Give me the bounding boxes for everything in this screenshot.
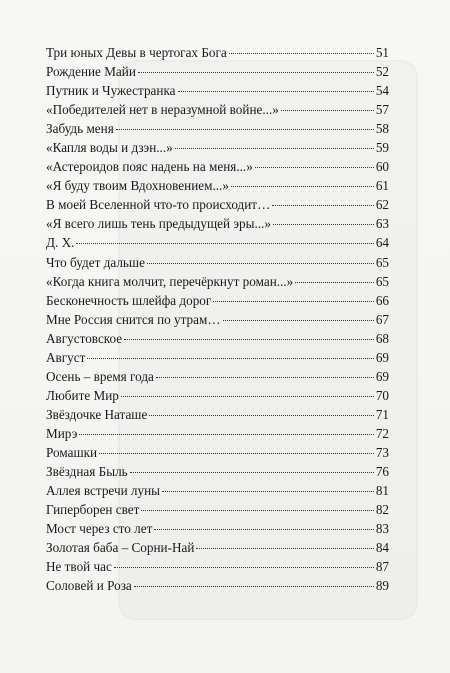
toc-entry [46,119,389,138]
toc-entry [46,348,389,367]
toc-dot-leader [162,491,374,492]
toc-entry-page-number: 58 [375,121,389,137]
toc-entry [46,481,389,500]
toc-entry [46,100,389,119]
toc-dot-leader [231,186,374,187]
toc-entry-page-number: 52 [375,64,389,80]
toc-entry [46,157,389,176]
toc-entry-title: Мне Россия снится по утрам… [46,311,221,327]
toc-entry-title: Рождение Майи [46,64,136,80]
toc-entry-page-number: 73 [375,444,389,460]
toc-entry-title: Звёздная Быль [46,464,128,480]
toc-entry [46,310,389,329]
toc-entry-title: «Я буду твоим Вдохновением...» [46,178,229,194]
toc-entry-page-number: 59 [375,140,389,156]
toc-dot-leader [141,510,373,511]
toc-entry-title: Путник и Чужестранка [46,83,176,99]
toc-entry [46,214,389,233]
toc-entry [46,386,389,405]
toc-entry [46,233,389,252]
toc-entry-page-number: 70 [375,387,389,403]
toc-entry-title: Забудь меня [46,121,114,137]
toc-entry-page-number: 82 [375,502,389,518]
toc-dot-leader [124,339,374,340]
toc-entry-page-number: 62 [375,197,389,213]
toc-dot-leader [76,243,373,244]
toc-entry-page-number: 67 [375,311,389,327]
toc-dot-leader [295,282,374,283]
toc-entry-title: Что будет дальше [46,254,145,270]
toc-dot-leader [87,358,373,359]
toc-entry [46,43,389,62]
toc-dot-leader [281,110,374,111]
toc-entry-page-number: 66 [375,292,389,308]
toc-entry-page-number: 83 [375,521,389,537]
toc-dot-leader [223,320,374,321]
toc-entry-title: «Когда книга молчит, перечёркнут роман...» [46,273,294,289]
toc-entry-title: Мирэ [46,425,78,441]
toc-entry-title: Звёздочке Наташе [46,406,148,422]
toc-entry [46,500,389,519]
toc-dot-leader [99,453,374,454]
toc-entry-title: Гиперборен свет [46,502,140,518]
toc-entry-title: Августовское [46,330,123,346]
toc-entry-title: В моей Вселенной что-то происходит… [46,197,271,213]
toc-entry [46,81,389,100]
toc-entry-page-number: 76 [375,464,389,480]
toc-entry-title: Не твой час [46,559,112,575]
toc-entry-title: Аллея встречи луны [46,483,161,499]
toc-dot-leader [178,91,374,92]
toc-entry [46,557,389,576]
toc-dot-leader [175,148,374,149]
toc-entry-page-number: 81 [375,483,389,499]
toc-entry [46,195,389,214]
toc-dot-leader [255,167,374,168]
toc-entry [46,538,389,557]
toc-entry-title: Бесконечность шлейфа дорог [46,292,212,308]
toc-entry [46,329,389,348]
toc-entry-page-number: 65 [375,273,389,289]
toc-entry-page-number: 71 [375,406,389,422]
toc-entry-title: «Я всего лишь тень предыдущей эры...» [46,216,271,232]
toc-entry [46,405,389,424]
toc-entry-title: Мост через сто лет [46,521,153,537]
toc-entry-title: Август [46,349,86,365]
toc-entry [46,424,389,443]
toc-dot-leader [229,53,374,54]
toc-dot-leader [79,434,373,435]
toc-entry-page-number: 57 [375,102,389,118]
toc-dot-leader [114,567,374,568]
toc-entry-title: Соловей и Роза [46,578,132,594]
toc-entry-page-number: 60 [375,159,389,175]
toc-dot-leader [147,263,374,264]
toc-dot-leader [121,396,374,397]
toc-entry-page-number: 87 [375,559,389,575]
toc-dot-leader [272,205,374,206]
toc-dot-leader [138,72,374,73]
toc-entry [46,62,389,81]
toc-dot-leader [149,415,374,416]
toc-entry-page-number: 69 [375,349,389,365]
toc-entry-page-number: 69 [375,368,389,384]
toc-entry-page-number: 63 [375,216,389,232]
toc-entry [46,367,389,386]
toc-dot-leader [213,301,374,302]
toc-dot-leader [196,548,373,549]
toc-dot-leader [273,224,374,225]
toc-entry [46,176,389,195]
toc-entry-title: Д. Х. [46,235,75,251]
toc-entry-page-number: 72 [375,425,389,441]
toc-entry [46,462,389,481]
toc-entry [46,576,389,595]
toc-entry-title: Ромашки [46,444,98,460]
toc-entry [46,253,389,272]
toc-entry-title: Осень – время года [46,368,154,384]
toc-entry-page-number: 64 [375,235,389,251]
toc-entry-page-number: 51 [375,45,389,60]
toc-dot-leader [130,472,374,473]
toc-entry-page-number: 54 [375,83,389,99]
toc-dot-leader [154,529,373,530]
toc-dot-leader [134,586,374,587]
toc-entry-page-number: 84 [375,540,389,556]
toc-entry-title: «Победителей нет в неразумной войне...» [46,102,279,118]
toc-dot-leader [116,129,374,130]
toc-entry-title: «Астероидов пояс надень на меня...» [46,159,253,175]
toc-entry-page-number: 89 [375,578,389,594]
toc-entry [46,291,389,310]
toc-entry [46,519,389,538]
toc-entry [46,138,389,157]
toc-entry-page-number: 65 [375,254,389,270]
toc-entry [46,272,389,291]
toc-entry [46,443,389,462]
toc-entry-page-number: 61 [375,178,389,194]
toc-entry-title: Золотая баба – Сорни-Най [46,540,195,556]
toc-dot-leader [156,377,374,378]
toc-entry-title: «Капля воды и дзэн...» [46,140,173,156]
toc-entry-page-number: 68 [375,330,389,346]
table-of-contents [46,43,389,595]
toc-entry-title: Три юных Девы в чертогах Бога [46,45,227,60]
toc-entry-title: Любите Мир [46,387,119,403]
